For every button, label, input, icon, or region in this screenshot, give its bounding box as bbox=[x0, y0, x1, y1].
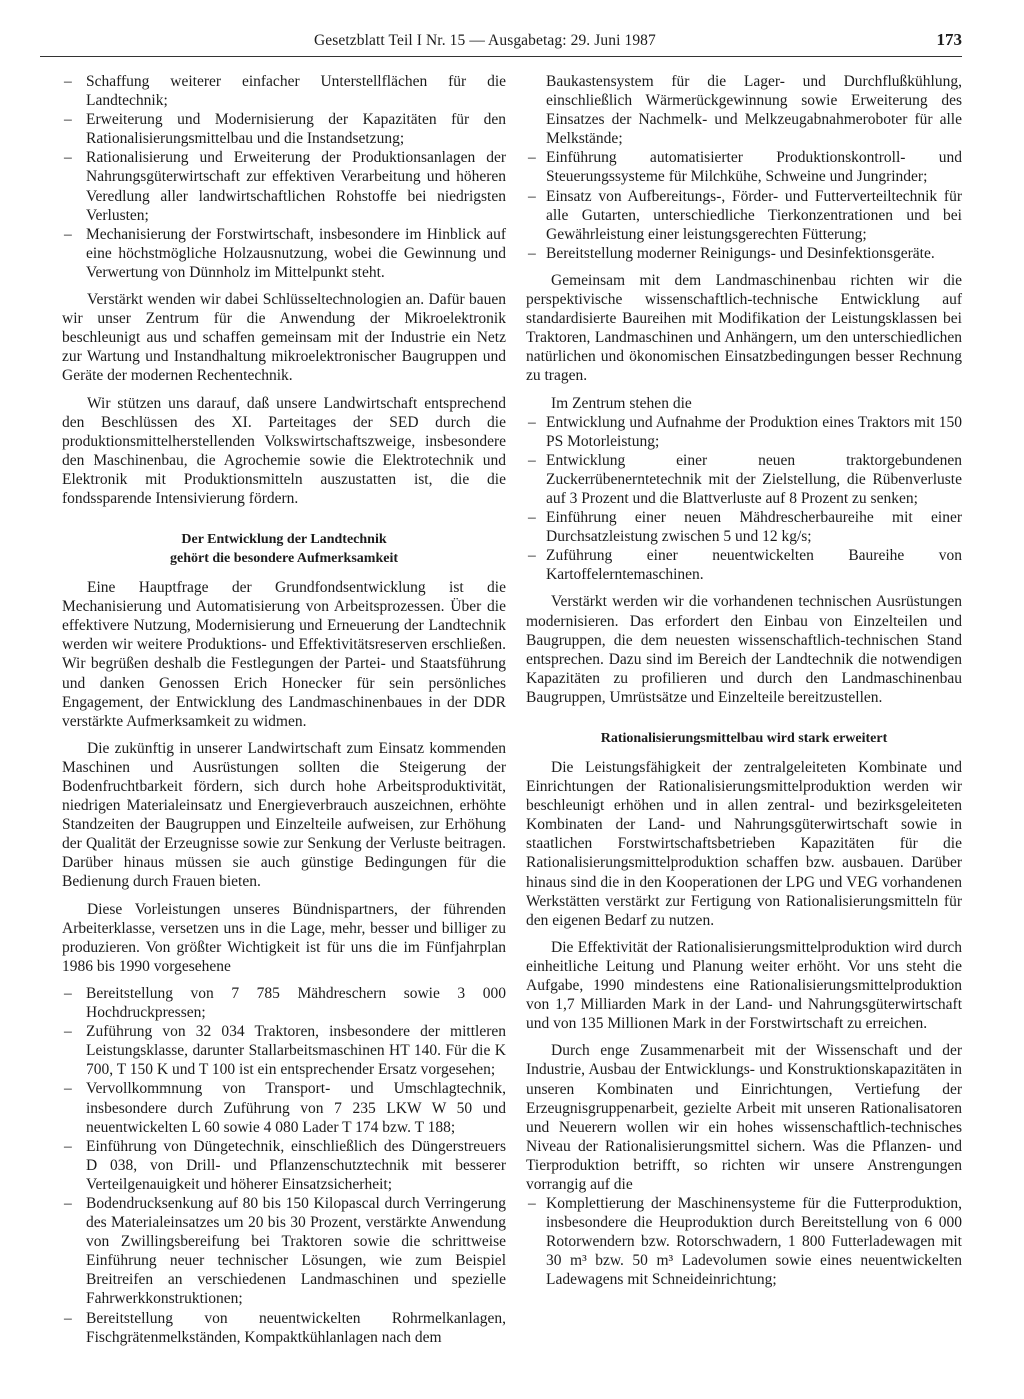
list-item: – Bereitstellung von 7 785 Mähdreschern sowie 3 000 Hochdruckpressen; bbox=[62, 984, 506, 1022]
paragraph: Eine Hauptfrage der Grundfondsentwicklung ist die Mechanisierung und Automatisierung von Arbeitsprozessen. Über die effektivere Nutzung, Modernisierung und Erneuerung der Landtechnik werden wir weitere Produktions- und Effektivitätsreserven erschließen. Wir begrüßen deshalb die Festlegungen der Partei- und Staatsführung und danken Genossen Erich Honecker für sein persönliches Engagement, der Entwicklung des Landmaschinenbaues in der DDR verstärkte Aufmerksamkeit zu widmen. bbox=[62, 579, 506, 730]
list-item: – Rationalisierung und Erweiterung der Produktionsanlagen der Nahrungsgüterwirtschaft zur effektiven Verarbeitung und höheren Veredlung aller landwirtschaftlichen Rohstoffe bei niedrigsten Verlusten; bbox=[62, 148, 506, 224]
list-item: – Einsatz von Aufbereitungs-, Förder- und Futterverteiltechnik für alle Gutarten, unterschiedliche Tierkonzentrationen und bei Gewährleistung einer leistungsgerechten Fütterung; bbox=[526, 187, 962, 244]
list-item: – Zuführung einer neuentwickelten Baureihe von Kartoffelerntemaschinen. bbox=[526, 546, 962, 584]
measures-list bbox=[62, 72, 506, 282]
paragraph: Die Effektivität der Rationalisierungsmittelproduktion wird durch einheitliche Leitung und Planung weiter erhöht. Vor uns steht die Aufgabe, 1990 mindestens eine Rationalisierungsmittelproduktion von 1,7 Milliarden Mark in der Land- und Nahrungsgüterwirtschaft und von 135 Millionen Mark in der Forstwirtschaft zu erreichen. bbox=[526, 938, 962, 1033]
paragraph: Durch enge Zusammenarbeit mit der Wissenschaft und der Industrie, Ausbau der Entwicklungs- und Konstruktionskapazitäten in unseren Kombinaten und Einrichtungen, Vertiefung der Erzeugnisgruppenarbeit, gezielte Arbeit mit unseren Rationalisatoren und Neuerern wollen wir ein hohes wissenschaftlich-technisches Niveau der Rationalisierungsmittel sichern. Was die Pflanzen- und Tierproduktion betrifft, so richten wir unsere Anstrengungen vorrangig auf die bbox=[526, 1042, 962, 1193]
list-item: – Erweiterung und Modernisierung der Kapazitäten für den Rationalisierungsmittelbau und die Instandsetzung; bbox=[62, 110, 506, 148]
list-item: – Einführung von Düngetechnik, einschließlich des Düngerstreuers D 038, von Drill- und Pflanzenschutztechnik mit besserer Verteilgenauigkeit und höherer Einsatzsicherheit; bbox=[62, 1137, 506, 1194]
list-item: – Mechanisierung der Forstwirtschaft, insbesondere im Hinblick auf eine höchstmögliche Holzausnutzung, wobei die Gewinnung und Verwertung von Dünnholz im Mittelpunkt steht. bbox=[62, 225, 506, 282]
list-item: – Entwicklung und Aufnahme der Produktion eines Traktors mit 150 PS Motorleistung; bbox=[526, 413, 962, 451]
heading-line: Der Entwicklung der Landtechnik bbox=[181, 532, 387, 548]
list-item: – Bereitstellung von neuentwickelten Rohrmelkanlagen, Fischgrätenmelkständen, Kompaktkühlanlagen nach dem bbox=[62, 1309, 506, 1347]
list-item: – Bodendrucksenkung auf 80 bis 150 Kilopascal durch Verringerung des Materialeinsatzes um 20 bis 30 Prozent, verstärkte Anwendung von Zwillingsbereifung bei Traktoren sowie die schrittweise Einführung neuer technischer Lösungen, wie zum Beispiel Breitreifen an verschiedenen Landmaschinen und spezielle Fahrwerkkonstruktionen; bbox=[62, 1194, 506, 1309]
paragraph: Verstärkt werden wir die vorhandenen technischen Ausrüstungen modernisieren. Das erfordert den Einbau von Einzelteilen und Baugruppen, die dem neuesten wissenschaftlich-technischen Stand entsprechen. Dazu sind im Bereich der Landtechnik die notwendigen Kapazitäten zu profilieren und durch den Landmaschinenbau Baugruppen, Umrüstsätze und Einzelteile bereitzustellen. bbox=[526, 593, 962, 706]
paragraph: Gemeinsam mit dem Landmaschinenbau richten wir die perspektivische wissenschaftlich-technische Entwicklung auf standardisierte Baureihen mit Modifikation der Leistungsklassen bei Traktoren, Landmaschinen und Anhängern, um den unterschiedlichen natürlichen und ökonomischen Einsatzbedingungen besser Rechnung zu tragen. bbox=[526, 271, 962, 385]
dairy-list bbox=[526, 148, 962, 263]
list-item: – Komplettierung der Maschinensysteme für die Futterproduktion, insbesondere die Heuproduktion durch Bereitstellung von 6 000 Rotorwendern bzw. Rotorschwadern, 1 800 Futterladewagen mit 30 m³ bzw. 50 m³ Ladevolumen sowie eines neuentwickelten Ladewagens mit Schneideinrichtung; bbox=[526, 1194, 962, 1289]
list-item: – Bereitstellung moderner Reinigungs- und Desinfektionsgeräte. bbox=[526, 244, 962, 263]
right-column bbox=[526, 72, 962, 1298]
section-heading bbox=[62, 530, 506, 568]
list-item: – Vervollkommnung von Transport- und Umschlagtechnik, insbesondere durch Zuführung von 7 235 LKW W 50 und neuentwickelten L 60 sowie 4 080 Lader T 174 bzw. T 188; bbox=[62, 1079, 506, 1136]
list-item: – Einführung einer neuen Mähdrescherbaureihe mit einer Durchsatzleistung zwischen 5 und 12 kg/s; bbox=[526, 508, 962, 546]
heading-line: gehört die besondere Aufmerksamkeit bbox=[170, 551, 398, 567]
paragraph: Die zukünftig in unserer Landwirtschaft zum Einsatz kommenden Maschinen und Ausrüstungen sollten die Steigerung der Bodenfruchtbarkeit fördern, sich durch hohe Arbeitsproduktivität, niedrigen Materialeinsatz und Energieverbrauch auszeichnen, erhöhte Standzeiten der Baugruppen und Einzelteile aufweisen, zur Erhöhung der Qualität der Erzeugnisse sowie zur Senkung der Verluste beitragen. Darüber hinaus müssen sie auch günstige Bedingungen für die Bedienung durch Frauen bieten. bbox=[62, 739, 506, 891]
left-column bbox=[62, 72, 506, 1355]
centre-list bbox=[526, 413, 962, 585]
list-item: – Entwicklung einer neuen traktorgebundenen Zuckerrübenerntetechnik mit der Zielstellung, die Rübenverluste auf 3 Prozent und die Blattverluste auf 8 Prozent zu senken; bbox=[526, 451, 962, 508]
paragraph: Die Leistungsfähigkeit der zentralgeleiteten Kombinate und Einrichtungen der Rationalisierungsmittelproduktion werden wir beschleunigt erhöhen und in allen zentral- und bezirksgeleiteten Kombinaten der Land- und Nahrungsgüterwirtschaft sowie in staatlichen Forstwirtschaftsbetrieben Kapazitäten für die Rationalisierungsmittelproduktion schaffen bzw. ausbauen. Darüber hinaus sind die in den Kooperationen der LPG und VEG vorhandenen Werkstätten verstärkt zur Fertigung von Rationalisierungsmitteln für den eigenen Bedarf zu nutzen. bbox=[526, 759, 962, 929]
list-item: – Einführung automatisierter Produktionskontroll- und Steuerungssysteme für Milchkühe, Schweine und Jungrinder; bbox=[526, 148, 962, 186]
section-heading: Rationalisierungsmittelbau wird stark erweitert bbox=[600, 731, 888, 746]
priority-list bbox=[526, 1194, 962, 1289]
five-year-plan-list bbox=[62, 984, 506, 1347]
paragraph: Verstärkt wenden wir dabei Schlüsseltechnologien an. Dafür bauen wir unser Zentrum für die Anwendung der Mikroelektronik beschleunigt aus und schaffen gemeinsam mit der Industrie ein Netz zur Wartung und Instandhaltung mikroelektronischer Baugruppen und Geräte der modernen Rechentechnik. bbox=[62, 291, 506, 385]
list-item: – Zuführung von 32 034 Traktoren, insbesondere der mittleren Leistungsklasse, darunter Stallarbeitsmaschinen HT 140. Für die K 700, T 150 K und T 100 ist ein entsprechender Ersatz vorgesehen; bbox=[62, 1022, 506, 1079]
list-continuation: Baukastensystem für die Lager- und Durchflußkühlung, einschließlich Wärmerückgewinnung sowie Erweiterung des Einsatzes der Nachmelk- und Melkzeugabnahmeroboter für alle Melkstände; bbox=[546, 73, 962, 148]
page-number: 173 bbox=[936, 30, 962, 49]
page-header bbox=[40, 30, 962, 57]
paragraph: Wir stützen uns darauf, daß unsere Landwirtschaft entsprechend den Beschlüssen des XI. Parteitages der SED durch die produktionsmittelherstellenden Volkswirtschaftszweige, insbesondere den Maschinenbau, die Agrochemie sowie die Elektrotechnik und Elektronik mit Produktionsmitteln auszustatten ist, die die fondssparende Intensivierung fördern. bbox=[62, 394, 506, 507]
paragraph: Diese Vorleistungen unseres Bündnispartners, der führenden Arbeiterklasse, versetzen uns in die Lage, mehr, besser und billiger zu produzieren. Von größter Wichtigkeit ist für uns die im Fünfjahrplan 1986 bis 1990 vorgesehene bbox=[62, 900, 506, 975]
journal-title: Gesetzblatt Teil I Nr. 15 — Ausgabetag: 29. Juni 1987 bbox=[314, 32, 656, 49]
list-item: – Schaffung weiterer einfacher Unterstellflächen für die Landtechnik; bbox=[62, 72, 506, 110]
paragraph: Im Zentrum stehen die bbox=[551, 394, 692, 412]
